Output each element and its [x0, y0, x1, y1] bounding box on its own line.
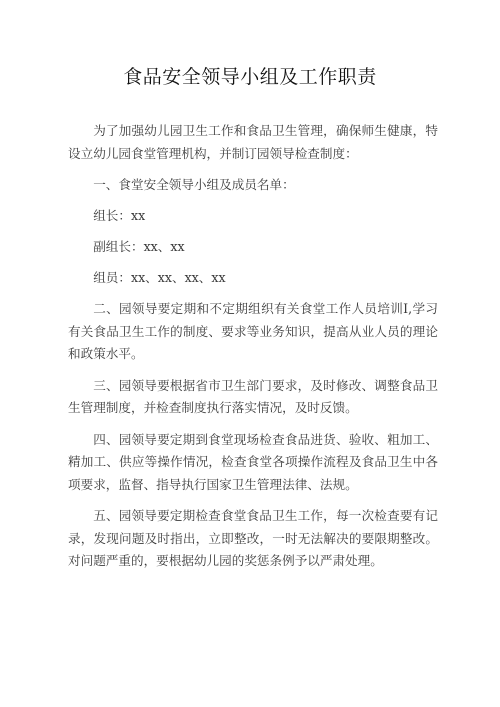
members-line: 组员：xx、xx、xx、xx	[93, 270, 226, 285]
section-2-paragraph: 二、园领导要定期和不定期组织有关食堂工作人员培训I,学习有关食品卫生工作的制度、要求等业务知识，提高从业人员的理论和政策水平。	[68, 301, 438, 361]
leader-line: 组长：xx	[93, 208, 146, 223]
intro-paragraph: 为了加强幼儿园卫生工作和食品卫生管理，确保师生健康，特设立幼儿园食堂管理机构，并制订园领导检查制度：	[68, 123, 438, 161]
document-body	[68, 120, 438, 582]
deputy-leader-line: 副组长：xx、xx	[93, 239, 185, 254]
section-4-paragraph: 四、园领导要定期到食堂现场检查食品进货、验收、粗加工、精加工、供应等操作情况，检查食堂各项操作流程及食品卫生中各项要求，监督、指导执行国家卫生管理法律、法规。	[68, 431, 438, 492]
section-1-heading: 一、食堂安全领导小组及成员名单：	[93, 177, 295, 192]
section-3-paragraph: 三、园领导要根据省市卫生部门要求，及时修改、调整食品卫生管理制度，并检查制度执行落实情况，及时反馈。	[68, 377, 438, 415]
section-5-paragraph: 五、园领导要定期检查食堂食品卫生工作，每一次检查要有记录，发现问题及时指出，立即整改，一时无法解决的要限期整改。对问题严重的，要根据幼儿园的奖惩条例予以严肃处理。	[68, 508, 438, 568]
document-title: 食品安全领导小组及工作职责	[123, 66, 377, 88]
